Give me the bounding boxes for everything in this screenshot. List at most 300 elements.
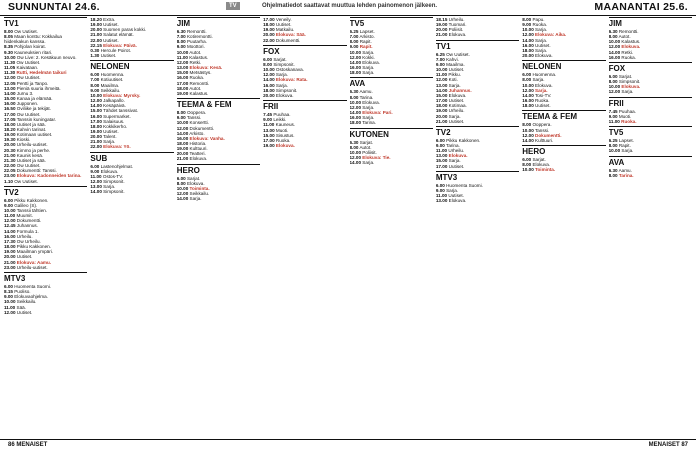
- program-time: 13.00: [90, 184, 102, 190]
- program-time: 10.00: [176, 49, 189, 55]
- program-time: 17.00: [435, 98, 448, 104]
- program-title: Ruoka.: [621, 54, 636, 60]
- program-time: 22.15: [90, 42, 102, 48]
- program-time: 6.00: [435, 182, 445, 188]
- program-title: Tanssii tähtien.: [16, 208, 48, 213]
- program-title: Uutiset ja sää.: [16, 121, 46, 127]
- program-title: Jalkapallo.: [103, 98, 125, 104]
- program-time: 0.30: [90, 47, 100, 53]
- program-time: 10.00: [4, 299, 16, 305]
- program-time: 11.30: [4, 59, 16, 65]
- program-title-highlight: Elokuva: Päivä.: [103, 42, 137, 48]
- channel-heading: TEEMA & FEM: [177, 98, 260, 110]
- program-title: Elokuva.: [186, 180, 205, 186]
- program-title: Metsästys.: [189, 70, 212, 76]
- program-title: Sarja.: [362, 160, 375, 166]
- program-time: 10.00: [522, 167, 534, 173]
- page-number-left: 86 MENAISET: [8, 442, 48, 448]
- program-time: 17.05: [4, 116, 16, 122]
- program-time: 12.00: [608, 44, 621, 50]
- program-title: Pikku Kakkonen.: [14, 197, 49, 203]
- program-time: 13.00: [435, 153, 448, 159]
- program-time: 18.00: [522, 103, 534, 109]
- program-time: 21.00: [4, 259, 16, 265]
- program-time: 20.00: [435, 27, 448, 33]
- program-time: 12.00: [4, 218, 16, 224]
- program-title: Uutiset.: [535, 42, 551, 48]
- program-title: Sarja.: [535, 47, 548, 53]
- program-title: Tanssi.: [186, 115, 202, 121]
- program-title-highlight: Ruoka.: [621, 118, 637, 124]
- program-time: 13.00: [435, 82, 448, 88]
- program-title: Ruoka.: [535, 98, 550, 104]
- program-time: 17.00: [263, 17, 275, 22]
- program-title: Kotimaan uutiset.: [16, 132, 53, 138]
- program-time: 16.00: [90, 113, 102, 119]
- program-time: 17.00: [435, 163, 448, 169]
- program-title: Uutiset.: [448, 118, 465, 124]
- listing-column: [350, 17, 433, 438]
- program-title-highlight: Elokuva: Pari.: [362, 110, 393, 116]
- program-title: Sarja.: [448, 113, 461, 119]
- program-title: Sää.: [16, 304, 26, 310]
- program-row: [436, 119, 519, 124]
- program-time: 20.00: [4, 254, 16, 260]
- program-time: 12.00: [435, 77, 448, 83]
- program-time: 20.00: [90, 27, 102, 33]
- program-title: Kokki.: [362, 54, 375, 60]
- program-title: Simpsonit.: [273, 61, 295, 67]
- program-row: [609, 89, 692, 94]
- program-time: 10.00: [349, 49, 361, 55]
- program-title: Remontti.: [186, 29, 207, 34]
- program-title: Sarja.: [275, 72, 288, 78]
- program-title: Kioski.: [16, 137, 31, 143]
- program-title: Uutiset ja sää.: [16, 157, 46, 163]
- program-time: 9.00: [176, 115, 186, 121]
- program-title: Salaisuus.: [103, 118, 125, 124]
- program-time: 1.10: [4, 178, 13, 184]
- program-title: Elokuva.: [448, 32, 467, 38]
- program-title: Sarja.: [532, 77, 545, 83]
- program-time: 19.00: [90, 128, 102, 134]
- program-time: 8.05: [4, 34, 13, 40]
- channel-heading: TV5: [350, 17, 433, 29]
- program-time: 19.00: [90, 22, 102, 28]
- program-title: Retki.: [621, 49, 634, 55]
- program-time: 11.05: [4, 65, 16, 71]
- program-title: Sarja.: [446, 187, 459, 193]
- program-title: Urheilu-uutiset.: [16, 142, 48, 148]
- program-time: 8.00: [263, 61, 273, 67]
- program-time: 8.00: [522, 77, 532, 83]
- program-title: Kahvin tarinat.: [16, 126, 47, 132]
- program-time: 17.00: [4, 111, 16, 117]
- listing-column: [4, 17, 87, 438]
- program-title: Ruoka.: [532, 22, 548, 28]
- program-row: [436, 32, 519, 37]
- program-title: Kulttuuri.: [535, 137, 554, 143]
- program-time: 15.00: [176, 70, 189, 76]
- program-row: [90, 144, 173, 149]
- program-time: 18.00: [4, 244, 16, 250]
- program-title: Sarja.: [362, 65, 375, 71]
- program-time: 19.00: [4, 132, 16, 138]
- header-rule: [0, 15, 696, 16]
- program-row: [263, 38, 346, 43]
- program-title: Seikkailu.: [189, 191, 210, 197]
- program-time: 15.00: [435, 158, 448, 164]
- program-time: 7.00: [90, 77, 100, 83]
- program-title: Elokuvaohjelma.: [14, 294, 48, 300]
- program-time: 9.00: [4, 202, 13, 208]
- listing-column: [522, 17, 605, 438]
- program-title: Uutiset.: [448, 163, 465, 169]
- program-title: Oviliike ja tekijät.: [16, 106, 51, 112]
- program-title: Veneily.: [275, 17, 292, 22]
- program-title: Kimmo ja perhe.: [16, 147, 51, 153]
- program-title: Elokuva.: [448, 92, 467, 98]
- program-time: 12.00: [176, 191, 189, 197]
- program-title: Uutiset.: [448, 193, 464, 199]
- program-title: Ow Live: 2. Kesäkuun neuvo.: [16, 54, 77, 60]
- program-title-highlight: Elokuva: Yö.: [103, 144, 131, 150]
- program-time: 6.00: [176, 175, 186, 181]
- program-time: 9.00: [522, 22, 532, 28]
- program-title: Remontti.: [189, 80, 210, 86]
- page-number-right: MENAISET 87: [648, 442, 688, 448]
- program-title-highlight: Tarina.: [618, 172, 634, 178]
- program-time: 10.00: [263, 67, 275, 73]
- program-time: 6.30: [608, 167, 618, 173]
- program-time: 8.00: [4, 29, 13, 34]
- program-time: 14.00: [435, 87, 448, 93]
- program-title: Maailman ympäri.: [16, 249, 54, 255]
- program-title: Dokumentti.: [16, 218, 42, 224]
- program-title: Uutiset.: [275, 22, 292, 28]
- program-time: 8.00: [522, 162, 532, 168]
- program-title: Sarjat.: [532, 156, 546, 162]
- program-time: 6.25: [349, 29, 359, 34]
- channel-heading: FOX: [263, 45, 346, 57]
- program-time: 18.00: [176, 140, 189, 146]
- program-title: Sarja.: [448, 158, 461, 164]
- program-time: 9.00: [435, 61, 445, 67]
- program-time: 7.00: [349, 34, 359, 40]
- program-title: Ow Uutiset.: [16, 163, 41, 169]
- program-time: 10.00: [522, 127, 534, 133]
- program-title: Sarjat.: [186, 175, 201, 181]
- program-title: Elokuva.: [535, 82, 553, 88]
- program-title: Tarina.: [362, 120, 376, 126]
- program-time: 16.00: [176, 75, 189, 81]
- program-time: 20.00: [4, 142, 16, 148]
- program-title: Pentti ja Tanpo.: [16, 80, 49, 86]
- channel-heading: NELONEN: [90, 60, 173, 72]
- program-time: 19.00: [176, 90, 189, 96]
- program-time: 14.00: [176, 130, 189, 136]
- program-time: 12.00: [608, 89, 621, 95]
- program-time: 14.00: [349, 59, 361, 65]
- program-time: 18.00: [263, 87, 275, 93]
- program-time: 8.00: [522, 122, 532, 128]
- program-time: 11.30: [4, 70, 16, 76]
- program-title: Sarja.: [189, 196, 202, 202]
- program-title: Ruoka.: [189, 75, 205, 81]
- program-time: 9.00: [90, 168, 100, 174]
- program-title: Arkisto.: [189, 130, 205, 136]
- program-title: Kotiuutiset.: [100, 77, 124, 83]
- program-title: Elokuva.: [532, 162, 551, 168]
- program-title: Aamu.: [618, 167, 632, 173]
- program-time: 21.00: [176, 156, 189, 162]
- program-title: Maan konttu: Kokkailua hiidenkakun kanssa.: [4, 34, 62, 45]
- program-time: 20.30: [4, 147, 16, 153]
- program-title: Tanssi.: [534, 127, 550, 133]
- program-title: Tuomari.: [448, 22, 467, 28]
- program-time: 16.00: [522, 98, 534, 104]
- program-title-highlight: Elokuva.: [621, 84, 641, 90]
- program-title: Ruoka.: [275, 137, 291, 143]
- program-time: 16.00: [522, 42, 534, 48]
- program-title: Autot.: [189, 49, 202, 55]
- program-time: 21.00: [435, 118, 448, 124]
- program-title: Uutiset.: [535, 103, 551, 109]
- program-row: [522, 103, 605, 108]
- program-time: 23.00: [4, 173, 16, 179]
- program-title: Juhannus.: [16, 223, 38, 229]
- program-time: 10.00: [608, 39, 621, 45]
- program-time: 9.00: [263, 117, 273, 123]
- program-title: Remontti.: [618, 29, 639, 34]
- program-row: [90, 53, 173, 58]
- channel-heading: HERO: [177, 164, 260, 176]
- program-title: Ooppera.: [532, 122, 552, 128]
- program-title: Sarja.: [362, 104, 375, 110]
- program-title: Ow Uutiset.: [14, 29, 38, 34]
- program-title: Tanssin kuningatar.: [16, 116, 57, 122]
- program-time: 9.00: [90, 87, 100, 93]
- program-title: Suomen paras kokki.: [103, 27, 147, 33]
- program-title-highlight: Rapit.: [359, 44, 373, 50]
- program-time: 9.00: [4, 294, 13, 300]
- program-title: Rapit.: [359, 39, 372, 45]
- program-title: Kaunis kesä.: [16, 152, 44, 158]
- program-time: 14.00: [4, 90, 16, 96]
- program-title: Puuhaa.: [273, 112, 291, 118]
- program-time: 8.00: [176, 110, 186, 116]
- program-row: [350, 160, 433, 165]
- program-title: Autot.: [359, 144, 372, 150]
- program-time: 7.00: [176, 34, 186, 40]
- program-row: [609, 55, 692, 60]
- program-time: 6.00: [522, 156, 532, 162]
- program-title: Uutiset.: [103, 128, 119, 134]
- program-time: 9.00: [176, 44, 186, 50]
- program-time: 6.30: [349, 139, 359, 145]
- program-time: 8.00: [522, 17, 532, 22]
- program-title: Huomenna.: [532, 72, 557, 78]
- program-title: Poliisit.: [448, 27, 464, 33]
- program-time: 8.00: [608, 79, 618, 85]
- program-title: Elokuva.: [100, 168, 119, 174]
- tv-brand-badge: TV: [226, 2, 240, 10]
- program-title: Pohjolan koirat.: [14, 44, 46, 50]
- program-title: Ow Uutiset.: [16, 59, 41, 65]
- program-title: Autot.: [618, 34, 631, 40]
- program-time: 19.30: [4, 137, 16, 143]
- program-time: 17.30: [4, 238, 16, 244]
- program-title: Maailma.: [100, 82, 120, 88]
- program-time: 8.00: [90, 82, 100, 88]
- program-title: Dokumentti: Tanssi.: [16, 168, 57, 174]
- program-title: Ow Uutiset.: [16, 75, 41, 81]
- program-time: 14.00: [263, 77, 275, 83]
- program-time: 17.00: [90, 118, 102, 124]
- program-title: Elokuva.: [448, 198, 467, 204]
- listing-column: [609, 17, 692, 438]
- program-title: Elokuva.: [275, 92, 294, 98]
- program-title: Poliisit.: [362, 149, 377, 155]
- program-title: Ow Urheilu.: [16, 238, 41, 244]
- program-title-highlight: Toiminta.: [535, 167, 556, 173]
- program-title: Ostos-TV.: [102, 173, 124, 179]
- program-time: 22.00: [4, 163, 16, 169]
- program-title: Urheilu.: [448, 148, 465, 154]
- program-title: Extra.: [103, 17, 116, 22]
- channel-heading: TV1: [436, 40, 519, 52]
- program-row: [350, 120, 433, 125]
- day-title-left: SUNNUNTAI 24.6.: [8, 1, 100, 13]
- program-time: 6.25: [608, 138, 618, 144]
- program-time: 21.00: [90, 32, 102, 38]
- program-row: [609, 119, 692, 124]
- program-title: Kulttuuri.: [189, 146, 208, 152]
- program-time: 6.00: [263, 56, 273, 62]
- program-time: 15.00: [263, 132, 275, 138]
- program-time: 21.00: [4, 152, 16, 158]
- page-header: [0, 0, 696, 16]
- program-time: 16.50: [4, 106, 16, 112]
- program-title: Sarja.: [448, 82, 461, 88]
- program-time: 16.00: [4, 101, 16, 107]
- program-time: 19.00: [176, 146, 189, 152]
- program-time: 12.45: [4, 223, 16, 229]
- program-time: 12.00: [522, 132, 534, 138]
- program-title: Lastenohjelmat.: [100, 163, 134, 169]
- program-row: [609, 173, 692, 178]
- program-time: 6.00: [435, 137, 445, 143]
- program-time: 14.00: [4, 228, 16, 234]
- program-time: 14.00: [90, 103, 102, 109]
- program-title: Elokuva.: [535, 53, 553, 59]
- program-title: Uutiset.: [103, 22, 119, 28]
- program-title: Tarina.: [446, 142, 460, 148]
- program-time: 16.00: [176, 135, 189, 141]
- program-title: Aamu.: [359, 89, 373, 95]
- program-title: Elokuva.: [189, 156, 208, 162]
- program-time: 21.30: [4, 157, 16, 163]
- program-time: 19.00: [263, 27, 275, 33]
- program-time: 20.00: [263, 92, 275, 98]
- program-row: [522, 167, 605, 172]
- program-row: [263, 93, 346, 98]
- program-time: 10.00: [4, 208, 16, 213]
- program-time: 8.00: [176, 39, 186, 45]
- channel-heading: AVA: [609, 156, 692, 168]
- program-time: 11.00: [263, 122, 275, 128]
- program-time: 18.00: [349, 120, 361, 126]
- program-title: Huomenna.: [100, 72, 125, 78]
- program-time: 16.00: [349, 65, 361, 71]
- program-time: 12.00: [349, 54, 361, 60]
- program-title: Sarjat.: [618, 73, 633, 79]
- program-title-highlight: Elokuva: Rata.: [275, 77, 308, 83]
- program-time: 14.00: [349, 110, 361, 116]
- program-title: Urheilu.: [448, 108, 465, 114]
- program-row: [522, 138, 605, 143]
- program-title: Teatteri.: [189, 151, 206, 157]
- program-time: 18.00: [4, 121, 16, 127]
- program-time: 15.00: [435, 92, 448, 98]
- program-time: 13.00: [435, 198, 448, 204]
- program-row: [90, 189, 173, 194]
- channel-heading: MTV3: [4, 272, 87, 284]
- program-title: Kauneuksien ritari.: [14, 49, 53, 55]
- channel-heading: JIM: [609, 17, 692, 29]
- program-title: Jurnu 3.: [16, 90, 34, 96]
- program-title: Autot.: [189, 85, 202, 91]
- program-time: 18.20: [4, 126, 16, 132]
- program-title: Lapset.: [618, 138, 634, 144]
- program-title-highlight: Rutti, Hedelmän taikuri: [16, 70, 67, 76]
- program-title: Kaivataan.: [16, 65, 39, 71]
- listing-column: [90, 17, 173, 438]
- program-title: Kalastus.: [189, 54, 209, 60]
- program-row: [522, 53, 605, 58]
- program-title: Maailma.: [446, 61, 465, 67]
- program-title: Puoliso.: [14, 289, 31, 295]
- program-time: 10.00: [608, 84, 621, 90]
- program-time: 19.00: [4, 249, 16, 255]
- program-title: Kotimaa.: [448, 103, 467, 109]
- program-title: Simpsonit.: [103, 189, 125, 195]
- program-time: 14.00: [90, 189, 102, 195]
- program-title-highlight: Elokuva: Vanha.: [189, 135, 225, 141]
- program-time: 1.30: [90, 53, 100, 59]
- program-title: Kahvi.: [446, 56, 459, 62]
- program-time: 11.00: [176, 54, 188, 60]
- schedule-note: Ohjelmatiedot saattavat muuttua lehden painomenon jälkeen.: [262, 3, 438, 9]
- channel-heading: SUB: [90, 152, 173, 164]
- program-title: Ow Uutiset.: [16, 111, 41, 117]
- channel-heading: HERO: [522, 145, 605, 157]
- program-time: 11.00: [435, 193, 448, 199]
- program-time: 6.30: [349, 89, 359, 95]
- program-title-highlight: Elokuva: Tie.: [362, 154, 391, 160]
- program-time: 19.00: [435, 108, 448, 114]
- program-time: 15.00: [90, 108, 102, 114]
- program-time: 9.30: [4, 49, 13, 55]
- program-title: Ostoskanava.: [275, 67, 304, 73]
- program-title: Simpsonit.: [618, 79, 641, 85]
- program-time: 6.00: [522, 72, 532, 78]
- program-time: 18.00: [522, 47, 534, 53]
- program-time: 8.15: [4, 289, 13, 295]
- program-title: Elokuva.: [362, 59, 380, 65]
- day-title-right: MAANANTAI 25.6.: [594, 1, 688, 13]
- program-time: 8.35: [4, 44, 13, 50]
